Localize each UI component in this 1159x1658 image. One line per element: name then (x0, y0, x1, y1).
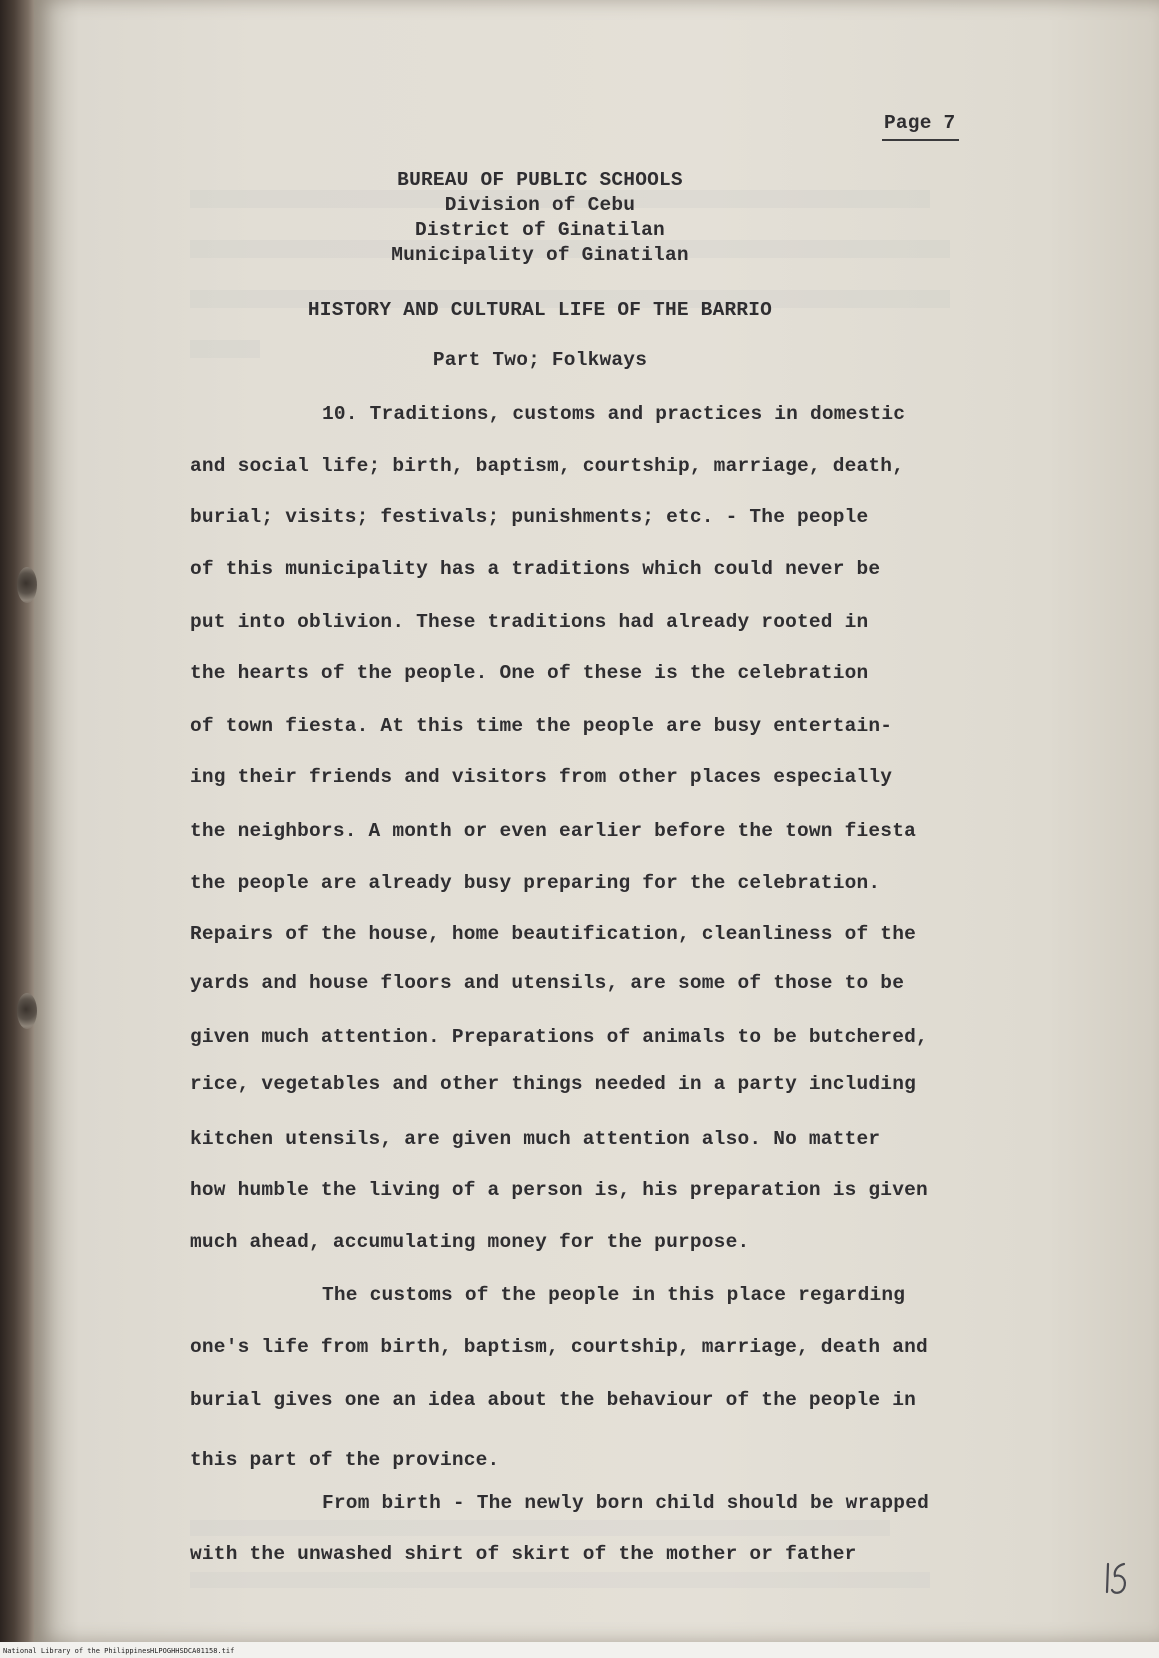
body-line: with the unwashed shirt of skirt of the mother or father (190, 1543, 857, 1565)
binding-hole-top (17, 567, 37, 603)
heading-bureau: BUREAU OF PUBLIC SCHOOLS (397, 169, 683, 191)
footer-library-name: National Library of the Philippines (3, 1647, 151, 1655)
section-title: Part Two; Folkways (432, 349, 648, 371)
body-line: one's life from birth, baptism, courtship, marriage, death and (190, 1336, 928, 1358)
document-title: HISTORY AND CULTURAL LIFE OF THE BARRIO (307, 299, 773, 321)
body-line: how humble the living of a person is, his preparation is given (190, 1179, 928, 1201)
footer-filename: HLPOGHHSDCA01158.tif (150, 1647, 235, 1655)
body-line: much ahead, accumulating money for the purpose. (190, 1231, 750, 1253)
body-line: burial gives one an idea about the behaviour of the people in (190, 1389, 917, 1411)
body-line: the neighbors. A month or even earlier before the town fiesta (190, 820, 917, 842)
body-line: yards and house floors and utensils, are some of those to be (190, 972, 905, 994)
body-line: Repairs of the house, home beautification, cleanliness of the (190, 923, 917, 945)
body-line: this part of the province. (190, 1449, 500, 1471)
body-line: burial; visits; festivals; punishments; etc. - The people (190, 506, 869, 528)
body-line: of this municipality has a traditions which could never be (190, 558, 881, 580)
body-line: and social life; birth, baptism, courtship, marriage, death, (190, 455, 905, 477)
heading-district: District of Ginatilan (415, 219, 665, 241)
body-line: the people are already busy preparing for the celebration. (190, 872, 881, 894)
page-number-underline (882, 139, 959, 141)
heading-municipality: Municipality of Ginatilan (391, 244, 689, 266)
body-line: given much attention. Preparations of animals to be butchered, (190, 1026, 928, 1048)
body-line: ing their friends and visitors from other places especially (190, 766, 893, 788)
handwritten-mark-icon (1102, 1558, 1130, 1598)
body-line: The customs of the people in this place regarding (322, 1284, 906, 1306)
page-number: Page 7 (884, 112, 956, 134)
binding-hole-bottom (17, 993, 37, 1029)
body-line: From birth - The newly born child should be wrapped (322, 1492, 929, 1514)
body-line: of town fiesta. At this time the people are busy entertain- (190, 715, 893, 737)
body-line: the hearts of the people. One of these is the celebration (190, 662, 869, 684)
body-line: rice, vegetables and other things needed in a party including (190, 1073, 917, 1095)
body-line: kitchen utensils, are given much attention also. No matter (190, 1128, 881, 1150)
heading-division: Division of Cebu (444, 194, 636, 216)
body-line: put into oblivion. These traditions had already rooted in (190, 611, 869, 633)
body-line: 10. Traditions, customs and practices in domestic (322, 403, 906, 425)
